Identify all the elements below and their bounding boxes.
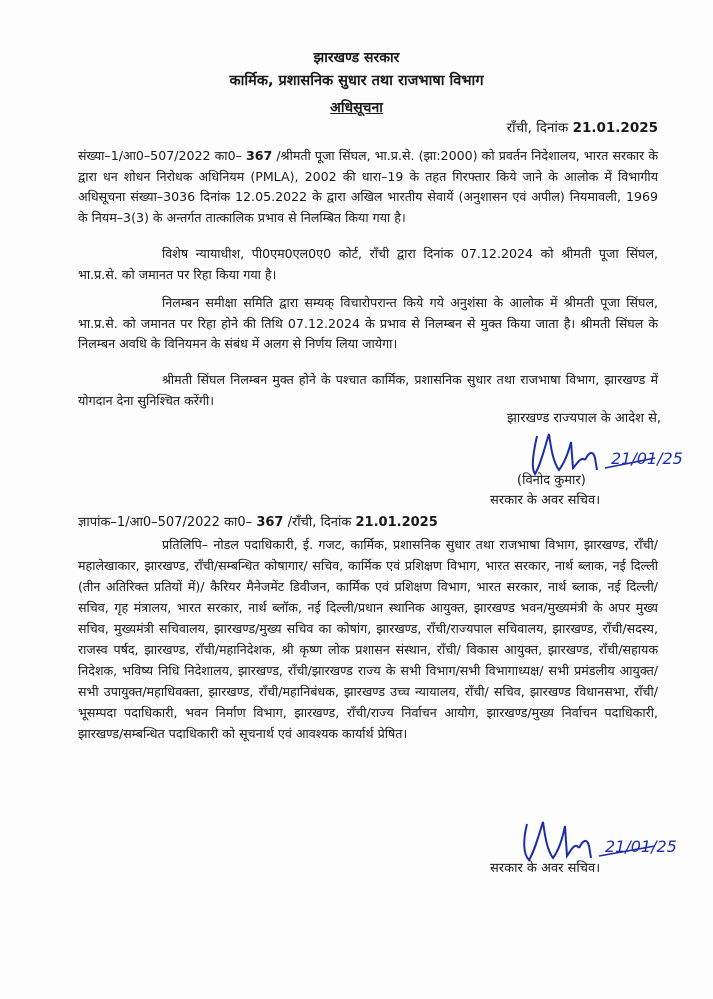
reference-number: 367 (246, 148, 273, 163)
memo-place: /राँची, दिनांक (283, 515, 356, 530)
memo-date: 21.01.2025 (355, 515, 438, 530)
department-heading: कार्मिक, प्रशासनिक सुधार तथा राजभाषा विभाग (229, 73, 484, 89)
signatory-name: (विनोद कुमार) (517, 473, 586, 488)
paragraph-joining: श्रीमती सिंघल निलम्बन मुक्त होने के पश्चात कार्मिक, प्रशासनिक सुधार तथा राजभाषा विभाग, झारखण्ड में योगदान देना सुनिश्चित करेंगी। (78, 372, 658, 408)
governor-order-line: झारखण्ड राज्यपाल के आदेश से, (507, 411, 661, 426)
notification-title: अधिसूचना (330, 100, 383, 116)
date-line (507, 118, 658, 136)
date-line-place: राँची, दिनांक (506, 120, 569, 136)
paragraph-bail: विशेष न्यायाधीश, पी0एम0एल0ए0 कोर्ट, राँची द्वारा दिनांक 07.12.2024 को श्रीमती पूजा सिंघल, भा.प्र.से. को जमानत पर रिहा किया गया है। (78, 246, 658, 282)
memo-prefix: ज्ञापांक–1/आ0–507/2022 का0– (78, 515, 257, 530)
signature-date: 21/01/25 (611, 449, 683, 468)
copy-signatory-title: सरकार के अवर सचिव। (490, 861, 601, 876)
signature-date-copy: 21/01/25 (605, 837, 677, 856)
memo-number: 367 (256, 515, 284, 530)
signatory-title: सरकार के अवर सचिव। (490, 493, 601, 508)
paragraph-suspension (78, 146, 658, 228)
memo-line (78, 512, 438, 530)
copy-distribution-paragraph: प्रतिलिपि– नोडल पदाधिकारी, ई. गजट, कार्मिक, प्रशासनिक सुधार तथा राजभाषा विभाग, झारखण्ड, राँची/महालेखाकार, झारखण्ड, राँची/सम्बन्धित कोषागार/ सचिव, कार्मिक एवं प्रशिक्षण विभाग, भारत सरकार, नार्थ ब्लाक, नई दिल्ली (तीन अतिरिक्त प्रतियों में)/ कैरियर मैनेजमेंट डिवीजन, कार्मिक एवं प्रशिक्षण विभाग, भारत सरकार, नार्थ ब्लाक, नई दिल्ली/सचिव, गृह मंत्रालय, भारत सरकार, नार्थ ब्लॉक, नई दिल्ली/प्रधान स्थानिक आयुक्त, झारखण्ड भवन/मुख्यमंत्री के अपर मुख्य सचिव, मुख्यमंत्री सचिवालय, झारखण्ड/मुख्य सचिव का कोषांग, झारखण्ड, राँची/राज्यपाल सचिवालय, झारखण्ड, राँची/सदस्य, राजस्व पर्षद, झारखण्ड, राँची/महानिदेशक, श्री कृष्ण लोक प्रशासन संस्थान, राँची/ विकास आयुक्त, झारखण्ड, राँची/सहायक निदेशक, भविष्य निधि निदेशालय, झारखण्ड, राँची/झारखण्ड राज्य के सभी विभाग/सभी विभागाध्यक्ष/ सभी प्रमंडलीय आयुक्त/सभी उपायुक्त/महाधिवक्ता, झारखण्ड, राँची/महानिबंधक, झारखण्ड उच्च न्यायालय, राँची/ सचिव, झारखण्ड विधानसभा, राँची/ भूसम्पदा पदाधिकारी, भवन निर्माण विभाग, झारखण्ड, राँची/राज्य निर्वाचन आयोग, झारखण्ड/मुख्य निर्वाचन पदाधिकारी, झारखण्ड/सम्बन्धित पदाधिकारी को सूचनार्थ एवं आवश्यक कार्यार्थ प्रेषित। (78, 537, 658, 741)
government-heading: झारखण्ड सरकार (313, 50, 400, 66)
paragraph-suspension-text: /श्रीमती पूजा सिंघल, भा.प्र.से. (झा:2000) को प्रवर्तन निदेशालय, भारत सरकार के द्वारा धन शोधन निरोधक अधिनियम (PMLA), 2002 की धारा–19 के तहत गिरफ्तार किये जाने के आलोक में विभागीय अधिसूचना संख्या–3036 दिनांक 12.05.2022 के द्वारा अखिल भारतीय सेवायें (अनुशासन एवं अपील) नियमावली, 1969 के नियम–3(3) के अन्तर्गत तात्कालिक प्रभाव से निलम्बित किया गया है। (78, 148, 658, 225)
reference-prefix: संख्या–1/आ0–507/2022 का0– (78, 148, 246, 163)
paragraph-revocation: निलम्बन समीक्षा समिति द्वारा सम्यक् विचारोपरान्त किये गये अनुशंसा के आलोक में श्रीमती पूजा सिंघल, भा.प्र.से. को जमानत पर रिहा होने की तिथि 07.12.2024 के प्रभाव से निलम्बन से मुक्त किया जाता है। श्रीमती सिंघल के निलम्बन अवधि के विनियमन के संबंध में अलग से निर्णय लिया जायेगा। (78, 295, 658, 351)
date-line-date: 21.01.2025 (572, 120, 658, 136)
